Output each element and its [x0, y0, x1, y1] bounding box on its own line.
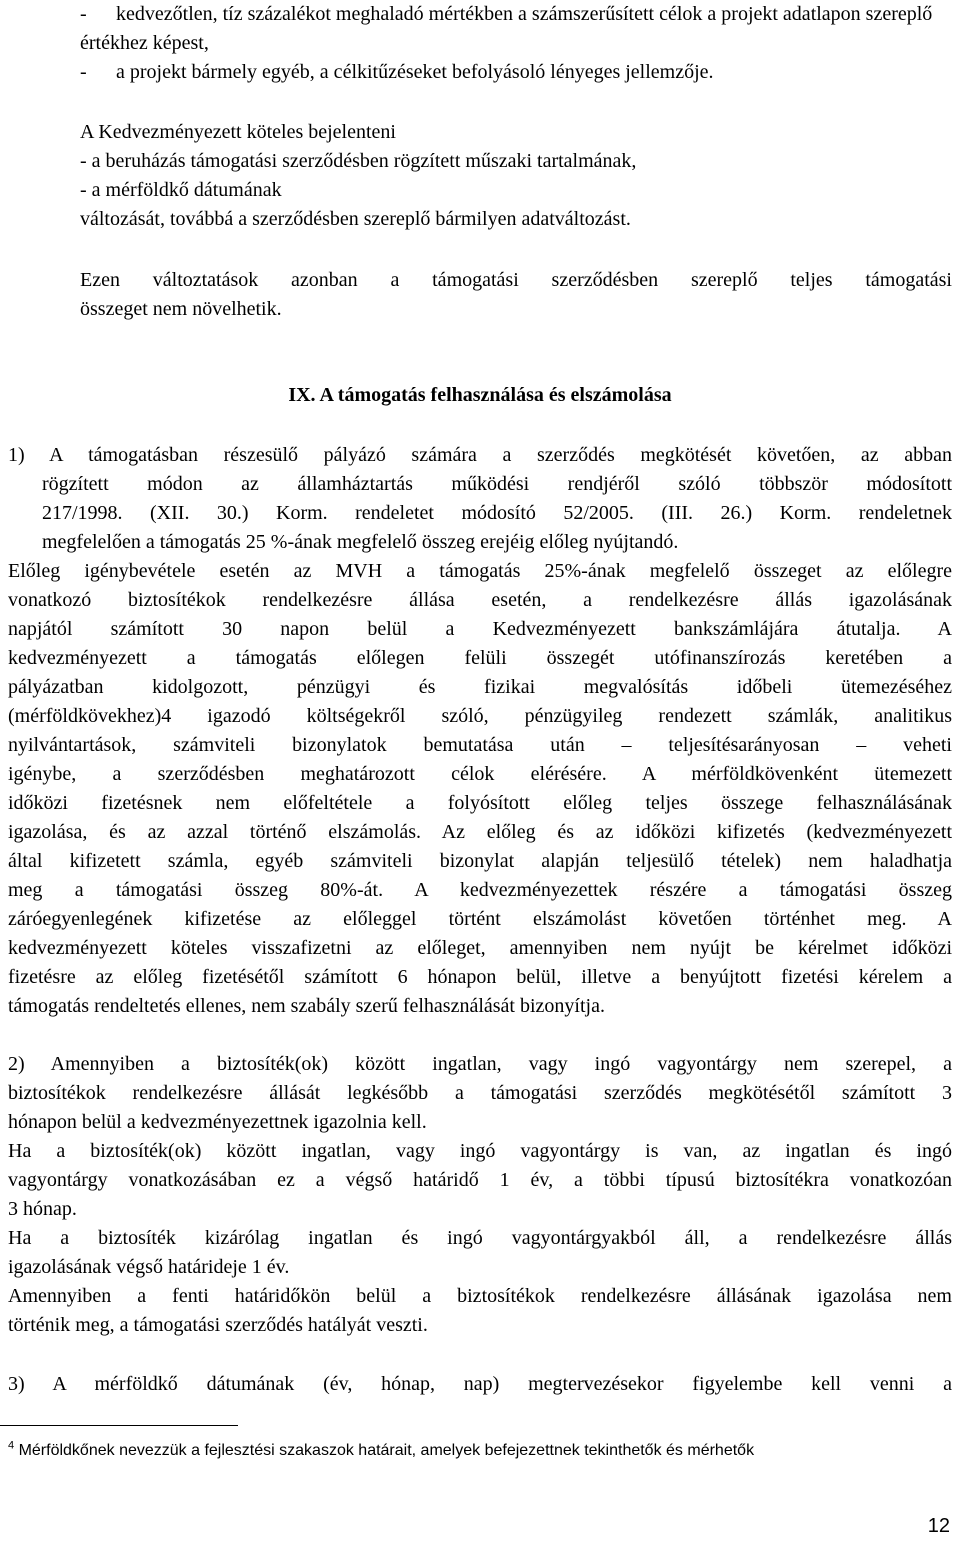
- text-line: fizetésre az előleg fizetésétől számított 6 hónapon belül, illetve a benyújtott fizetési kérelem a: [8, 966, 952, 988]
- text-line: 3 hónap.: [8, 1198, 77, 1220]
- text-line: nyilvántartások, számviteli bizonylatok bemutatása után – teljesítésarányosan – veheti: [8, 734, 952, 756]
- text-line: Előleg igénybevétele esetén az MVH a támogatás 25%-ának megfelelő összeget az előlegre: [8, 560, 952, 582]
- text-line: A Kedvezményezett köteles bejelenteni: [80, 121, 396, 143]
- page-number: 12: [927, 1515, 950, 1537]
- text-line: meg a támogatási összeg 80%-át. A kedvezményezettek részére a támogatási összeg: [8, 879, 952, 901]
- footnote: [8, 1440, 754, 1462]
- text-line: Ha a biztosíték kizárólag ingatlan és ingó vagyontárgyakból áll, a rendelkezésre állás: [8, 1227, 952, 1249]
- top-dash-list: [80, 0, 952, 87]
- only-paragraph: [8, 1224, 952, 1282]
- text-line: történik meg, a támogatási szerződés hatályát veszti.: [8, 1314, 428, 1336]
- text-line: változását, továbbá a szerződésben szereplő bármilyen adatváltozást.: [80, 208, 631, 230]
- list-item: [80, 0, 952, 58]
- text-line: pályázatban kidolgozott, pénzügyi és fizikai megvalósítás időbeli ütemezéséhez: [8, 676, 952, 698]
- list-item-text: a projekt bármely egyéb, a célkitűzéseket befolyásoló lényeges jellemzője.: [116, 61, 714, 83]
- text-line: hónapon belül a kedvezményezettnek igazolnia kell.: [8, 1111, 427, 1133]
- text-line: időközi fizetésnek nem előfeltétele a folyósított előleg teljes összege felhasználásának: [8, 792, 952, 814]
- text-line: megfelelően a támogatás 25 %-ának megfelelő összeg erejéig előleg nyújtandó.: [42, 531, 679, 553]
- text-line: összeget nem növelhetik.: [80, 298, 282, 320]
- text-line: Ha a biztosíték(ok) között ingatlan, vagy ingó vagyontárgy is van, az ingatlan és ingó: [8, 1140, 952, 1162]
- section-heading: IX. A támogatás felhasználása és elszámolása: [288, 384, 672, 406]
- realestate-paragraph: [8, 1137, 952, 1224]
- text-line: 217/1998. (XII. 30.) Korm. rendeletet módosító 52/2005. (III. 26.) Korm. rendeletnek: [42, 502, 952, 524]
- text-line: biztosítékok rendelkezésre állását legkésőbb a támogatási szerződés megkötésétől számított 3: [8, 1082, 952, 1104]
- text-line: támogatás rendeltetés ellenes, nem szabály szerű felhasználását bizonyítja.: [8, 995, 605, 1017]
- text-line: igazolása, és az azzal történő elszámolás. Az előleg és az időközi kifizetés (kedvezményezett: [8, 821, 952, 843]
- text-line: igénybe, a szerződésben meghatározott célok elérésére. A mérföldkövenként ütemezett: [8, 763, 952, 785]
- text-line: 1) A támogatásban részesülő pályázó számára a szerződés megkötését követően, az abban: [8, 444, 952, 466]
- dash-bullet: -: [80, 3, 87, 25]
- footnote-separator: [0, 1425, 238, 1426]
- item-3: [8, 1370, 952, 1399]
- text-line: napjától számított 30 napon belül a Kedvezményezett bankszámlájára átutalja. A: [8, 618, 952, 640]
- item-1: [8, 441, 952, 557]
- text-line: - a beruházás támogatási szerződésben rögzített műszaki tartalmának,: [80, 150, 637, 172]
- text-line: záróegyenlegének kifizetése az előleggel történt elszámolást követően történhet meg. A: [8, 908, 952, 930]
- text-line: Amennyiben a fenti határidőkön belül a biztosítékok rendelkezésre állásának igazolása nem: [8, 1285, 952, 1307]
- item-2: [8, 1050, 952, 1137]
- text-line: által kifizetett számla, egyéb számviteli bizonylat alapján teljesülő tételek) nem haladhatja: [8, 850, 952, 872]
- text-line: 3) A mérföldkő dátumának (év, hónap, nap) megtervezésekor figyelembe kell venni a: [8, 1373, 952, 1395]
- dash-bullet: -: [80, 61, 87, 83]
- footnote-text: Mérföldkőnek nevezzük a fejlesztési szakaszok határait, amelyek befejezettnek tekinthetők és mérhetők: [18, 1442, 755, 1459]
- text-line: vonatkozó biztosítékok rendelkezésre állása esetén, a rendelkezésre állás igazolásának: [8, 589, 952, 611]
- text-line: 2) Amennyiben a biztosíték(ok) között ingatlan, vagy ingó vagyontárgy nem szerepel, a: [8, 1053, 952, 1075]
- list-item-text: kedvezőtlen, tíz százalékot meghaladó mértékben a számszerűsített célok a projekt adatlapon szereplő értékhez képest,: [80, 3, 933, 54]
- text-line: Ezen változtatások azonban a támogatási szerződésben szereplő teljes támogatási: [80, 269, 952, 291]
- text-line: kedvezményezett köteles visszafizetni az előleget, amennyiben nem nyújt be kérelmet időközi: [8, 937, 952, 959]
- text-line: rögzített módon az államháztartás működési rendjéről szóló többször módosított: [42, 473, 952, 495]
- text-line: kedvezményezett a támogatás előlegen felüli összegét utófinanszírozás keretében a: [8, 647, 952, 669]
- changes-paragraph: [80, 266, 952, 324]
- text-line: - a mérföldkő dátumának: [80, 179, 282, 201]
- advance-paragraph: [8, 557, 952, 1021]
- text-line: vagyontárgy vonatkozásában ez a végső határidő 1 év, a többi típusú biztosítékra vonatkozóan: [8, 1169, 952, 1191]
- deadline-paragraph: [8, 1282, 952, 1340]
- text-line: igazolásának végső határideje 1 év.: [8, 1256, 290, 1278]
- text-line: (mérföldkövekhez)4 igazodó költségekről szóló, pénzügyileg rendezett számlák, analitikus: [8, 705, 952, 727]
- footnote-marker: 4: [8, 1439, 15, 1452]
- list-item: [80, 58, 952, 87]
- notify-paragraph: [80, 118, 952, 234]
